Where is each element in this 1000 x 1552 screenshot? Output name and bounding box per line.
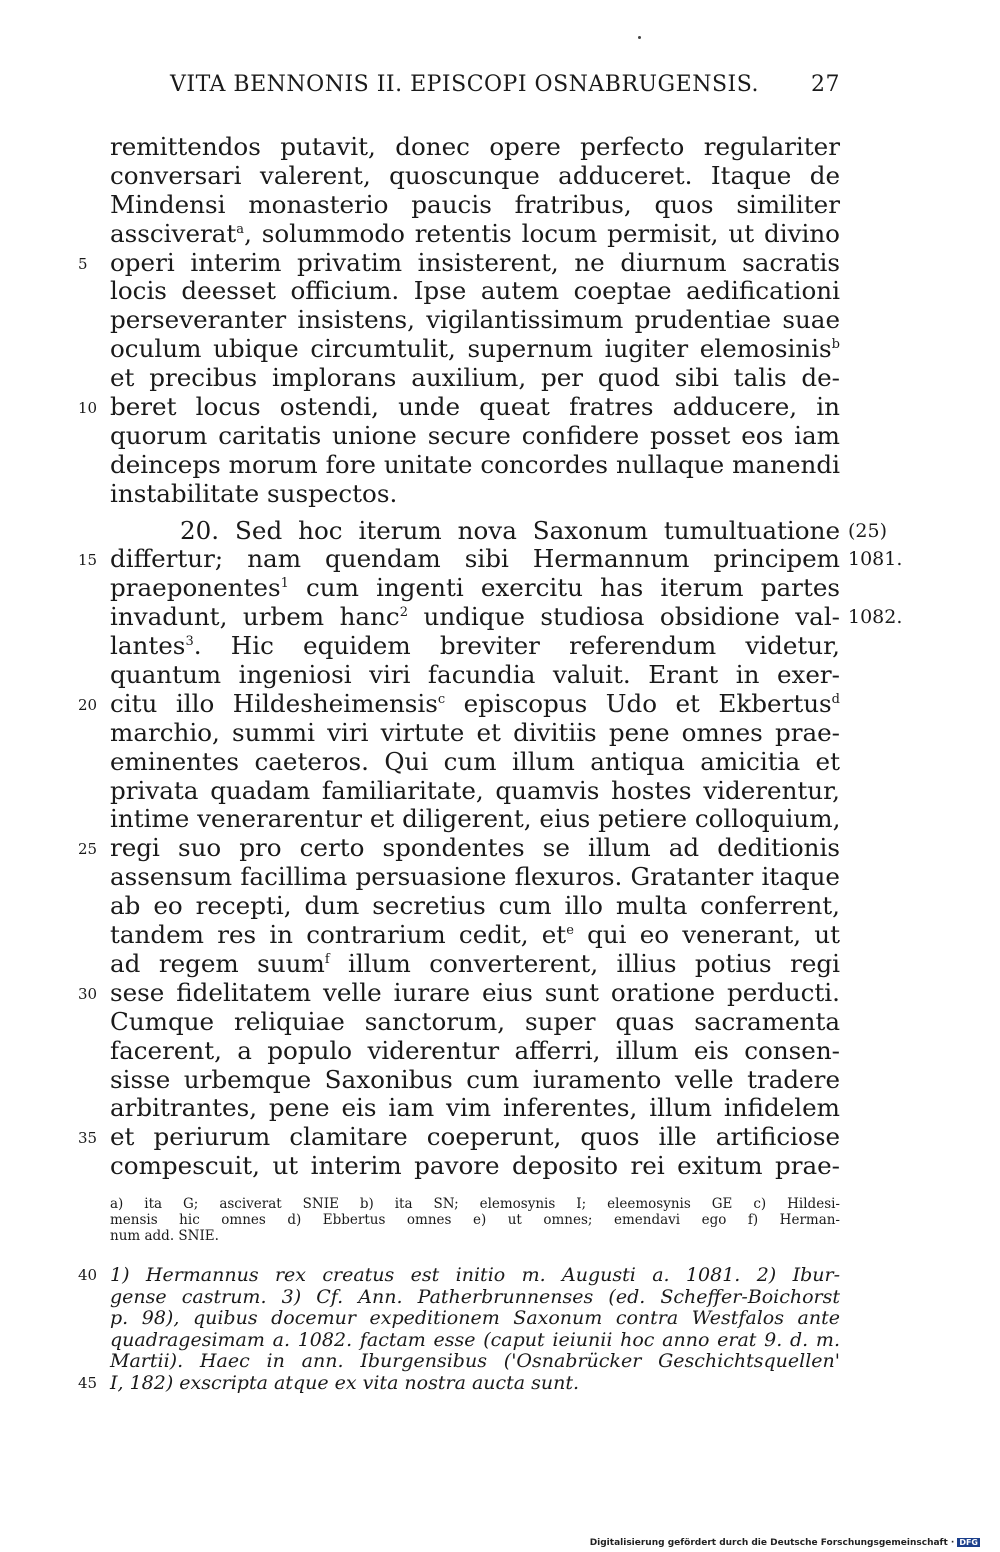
footnote-text: 1) Hermannus rex creatus est initio m. Augusti a. 1081. 2) Ibur- xyxy=(110,1264,840,1286)
footnote-text: Martii). Haec in ann. Iburgensibus ('Osnabrücker Geschichtsquellen' xyxy=(110,1350,840,1372)
footnote-marker: b xyxy=(831,337,840,353)
footnote-marker: e xyxy=(566,922,574,938)
line-number: 30 xyxy=(78,984,98,1003)
margin-note: 1082. xyxy=(848,606,903,629)
line-text: facerent, a populo viderentur afferri, illum eis consen- xyxy=(110,1035,840,1065)
page-number: 27 xyxy=(811,72,840,97)
line-text: tandem res in contrarium cedit, et xyxy=(110,920,567,950)
text-line xyxy=(78,1122,840,1152)
line-number: 45 xyxy=(78,1373,98,1392)
footnote-marker: f xyxy=(324,951,330,967)
line-text: differtur; nam quendam sibi Hermannum principem xyxy=(110,544,840,574)
line-text: et precibus implorans auxilium, per quod sibi talis de- xyxy=(110,363,840,393)
footnote-text: I, 182) exscripta atque ex vita nostra aucta sunt. xyxy=(110,1371,580,1394)
apparatus-line: mensis hic omnes d) Ebbertus omnes e) ut omnes; emendavi ego f) Herman- xyxy=(110,1212,840,1228)
page-title: VITA BENNONIS II. EPISCOPI OSNABRUGENSIS. xyxy=(170,72,759,97)
text-line xyxy=(78,977,840,1008)
line-text: 20. Sed hoc iterum nova Saxonum tumultuatione xyxy=(180,515,840,545)
line-text: regi suo pro certo spondentes se illum ad deditionis xyxy=(110,833,840,863)
footnote-text: quadragesimam a. 1082. factam esse (caput ieiunii hoc anno erat 9. d. m. xyxy=(110,1328,840,1351)
footnote-marker: 1 xyxy=(280,576,289,592)
footer-text: Digitalisierung gefördert durch die Deutsche Forschungsgemeinschaft · xyxy=(589,1538,955,1548)
footnote-text: p. 98), quibus docemur expeditionem Saxonum contra Westfalos ante xyxy=(110,1307,840,1329)
footer-credit xyxy=(590,1538,980,1548)
text-line xyxy=(110,1037,840,1066)
text-line xyxy=(110,921,840,950)
line-text-cont: qui eo venerant, ut xyxy=(573,920,840,950)
line-text: praeponentes xyxy=(110,573,281,603)
footnote-line xyxy=(110,1287,840,1309)
text-line xyxy=(110,602,903,632)
line-text: sisse urbemque Saxonibus cum iuramento velle tradere xyxy=(110,1064,840,1094)
text-line xyxy=(110,863,840,892)
line-text: remittendos putavit, donec opere perfecto regulariter xyxy=(110,132,840,161)
line-text: quantum ingeniosi viri facundia valuit. Erant in exer- xyxy=(110,660,840,690)
line-text-cont: . Hic equidem breviter referendum videtur, xyxy=(193,631,840,661)
line-text: quorum caritatis unione secure confidere posset eos iam xyxy=(110,420,840,450)
text-line xyxy=(78,833,840,863)
line-text: privata quadam familiaritate, quamvis hostes viderentur, xyxy=(110,775,840,805)
line-text: oculum ubique circumtulit, supernum iugiter elemosinis xyxy=(110,334,832,364)
footnote-line xyxy=(78,1371,840,1395)
footnote-line xyxy=(110,1308,840,1330)
line-text: beret locus ostendi, unde queat fratres adducere, in xyxy=(110,392,840,422)
text-line xyxy=(110,162,840,191)
text-line xyxy=(78,688,840,719)
line-number: 20 xyxy=(78,695,98,714)
line-text: et periurum clamitare coeperunt, quos ille artificiose xyxy=(110,1122,840,1152)
line-text: arbitrantes, pene eis iam vim inferentes, illum infidelem xyxy=(110,1093,840,1123)
text-line xyxy=(110,306,840,335)
line-text: marchio, summi viri virtute et divitiis pene omnes prae- xyxy=(110,717,840,747)
footnote-marker: 3 xyxy=(185,633,194,649)
line-text: operi interim privatim insisterent, ne diurnum sacratis xyxy=(110,247,840,277)
line-text: invadunt, urbem hanc xyxy=(110,602,400,632)
text-line xyxy=(110,133,840,162)
speck xyxy=(638,36,641,39)
text-line xyxy=(110,277,840,306)
text-line xyxy=(110,422,840,451)
footnote-line xyxy=(78,1264,840,1287)
footnote-text: gense castrum. 3) Cf. Ann. Patherbrunnenses (ed. Scheffer-Boichorst xyxy=(110,1285,840,1308)
text-line xyxy=(110,950,840,979)
text-line xyxy=(110,480,840,509)
critical-apparatus xyxy=(110,1196,840,1244)
text-line xyxy=(110,1094,840,1123)
line-text: conversari valerent, quoscunque adduceret. Itaque de xyxy=(110,160,840,190)
line-number: 10 xyxy=(78,399,98,418)
text-line xyxy=(110,574,840,603)
line-text: compescuit, ut interim pavore deposito rei exitum prae- xyxy=(110,1151,840,1181)
line-text: assciverat xyxy=(110,218,237,248)
line-text: locis deesset officium. Ipse autem coeptae aedificationi xyxy=(110,276,840,306)
text-line xyxy=(110,364,840,393)
line-number: 25 xyxy=(78,840,98,859)
text-line xyxy=(78,544,903,574)
text-line xyxy=(110,335,840,364)
text-line xyxy=(110,719,840,748)
line-text: sese fidelitatem velle iurare eius sunt oratione perducti. xyxy=(110,977,840,1007)
margin-note: (25) xyxy=(848,519,888,542)
margin-note: 1081. xyxy=(848,548,903,571)
footnote-marker: d xyxy=(831,691,840,707)
text-line xyxy=(110,1008,840,1037)
line-text: assensum facillima persuasione flexuros. Gratanter itaque xyxy=(110,862,840,892)
line-text: lantes xyxy=(110,631,186,661)
text-line xyxy=(110,892,840,921)
line-text-cont: , solummodo retentis locum permisit, ut divino xyxy=(244,218,840,248)
line-text: Mindensi monasterio paucis fratribus, quos similiter xyxy=(110,189,840,219)
line-text-cont: episcopus Udo et Ekbertus xyxy=(445,688,832,718)
line-text: intime venerarentur et diligerent, eius petiere colloquium, xyxy=(110,804,841,834)
line-text: Cumque reliquiae sanctorum, super quas sacramenta xyxy=(110,1006,840,1036)
footnote-marker: 2 xyxy=(399,605,408,621)
line-number: 40 xyxy=(78,1266,98,1284)
line-number: 35 xyxy=(78,1129,98,1148)
footnote-line xyxy=(110,1330,840,1352)
footnote-line xyxy=(110,1351,840,1373)
text-line xyxy=(110,632,840,661)
text-line xyxy=(110,777,840,806)
text-line xyxy=(110,805,840,834)
text-line xyxy=(110,451,840,480)
footnotes xyxy=(78,1264,840,1394)
line-number: 5 xyxy=(78,254,88,273)
line-text: instabilitate suspectos. xyxy=(110,478,398,508)
line-number: 15 xyxy=(78,551,98,570)
text-line xyxy=(78,247,840,278)
text-line xyxy=(110,661,840,690)
main-text xyxy=(78,132,903,1181)
line-text: citu illo Hildesheimensis xyxy=(110,688,438,718)
apparatus-line: num add. SNIE. xyxy=(110,1228,219,1244)
footnote-marker: a xyxy=(236,221,245,237)
line-text: deinceps morum fore unitate concordes nullaque manendi xyxy=(110,449,840,479)
text-line xyxy=(110,220,840,249)
line-text-cont: cum ingenti exercitu has iterum partes xyxy=(288,573,840,603)
line-text: eminentes caeteros. Qui cum illum antiqua amicitia et xyxy=(110,746,840,776)
footnote-marker: c xyxy=(437,691,446,707)
text-line xyxy=(78,392,840,422)
text-line xyxy=(110,748,840,777)
line-text: perseveranter insistens, vigilantissimum prudentiae suae xyxy=(110,305,840,335)
text-line xyxy=(110,191,840,220)
line-text: ab eo recepti, dum secretius cum illo multa conferrent, xyxy=(110,891,840,921)
text-line xyxy=(110,1066,840,1095)
apparatus-line: a) ita G; asciverat SNIE b) ita SN; elemosynis I; eleemosynis GE c) Hildesi- xyxy=(110,1196,840,1212)
dfg-logo: DFG xyxy=(959,1538,978,1547)
text-line xyxy=(110,515,888,546)
line-text-cont: undique studiosa obsidione val- xyxy=(407,602,840,632)
line-text-cont: illum converterent, illius potius regi xyxy=(329,948,841,978)
text-line xyxy=(110,1152,840,1181)
line-text: ad regem suum xyxy=(110,948,325,978)
